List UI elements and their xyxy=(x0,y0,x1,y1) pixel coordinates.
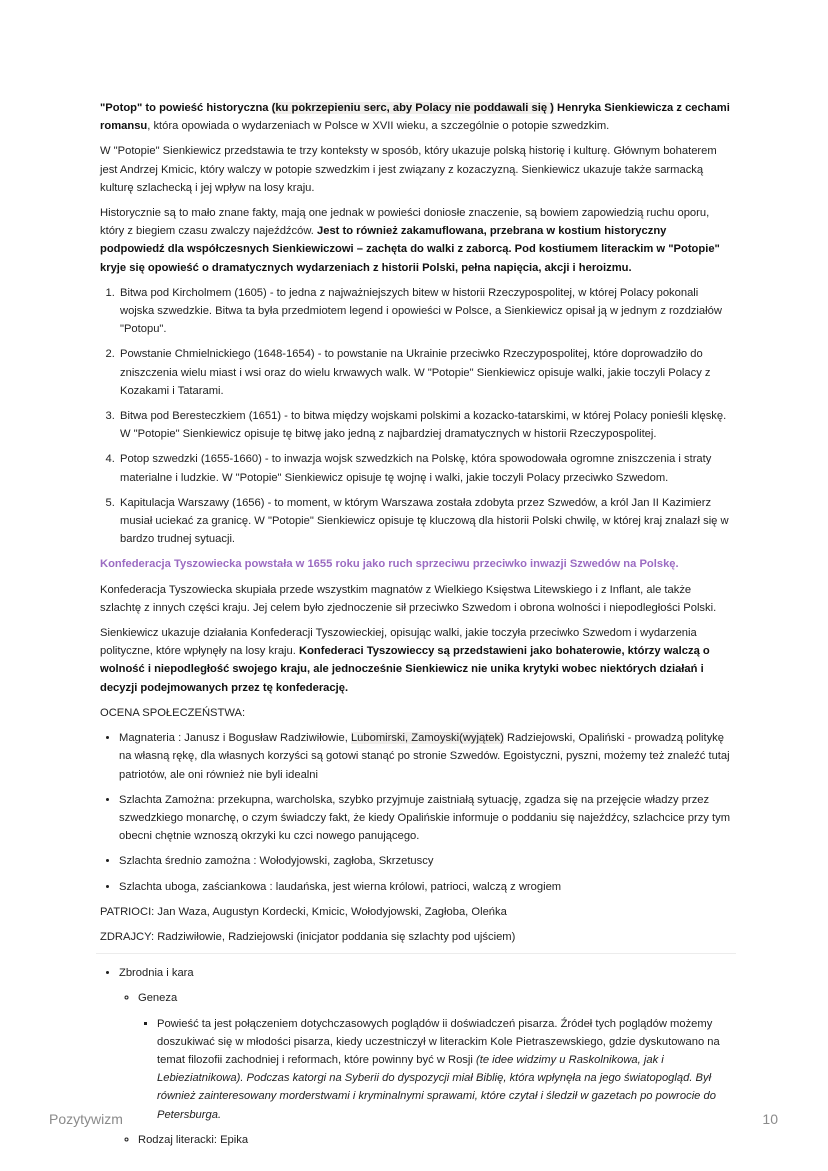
zbrodnia-item xyxy=(119,964,732,1149)
geneza-text: Powieść ta jest połączeniem dotychczasowych poglądów ii doświadczeń pisarza. Źródeł tych poglądów możemy doszukiwać się w młodości pisarza, kiedy uczestniczył w literackim Kole Pietraszewskiego, gdzie dyskutowano na temat filozofii zachodniej i reformach, które powinny być w Rosji xyxy=(157,1017,720,1066)
intro-paragraph-1 xyxy=(100,99,732,135)
intro-bold-title: "Potop" to powieść historyczna xyxy=(100,102,272,114)
historical-events-list xyxy=(100,284,732,549)
intro-p3-bold: Jest to również zakamuflowana, przebrana w kostium historyczny podpowiedź dla współczesnych Sienkiewiczowi – zachęta do walki z zaborcą. Pod kostiumem literackim w "Potopie" kryje się opowieść o dramatycznych wydarzeniach z historii Polski, pełna napięcia, akcji i heroizmu. xyxy=(100,225,720,274)
section-divider xyxy=(96,953,736,954)
event-item: 5. Kapitulacja Warszawy (1656) - to moment, w którym Warszawa została zdobyta przez Szwedów, a król Jan II Kazimierz musiał uciekać za granicę. W "Potopie" Sienkiewicz opisuje tę kluczową dla historii Polski chwilę, w której kraj znalazł się w bardzo trudnej sytuacji. xyxy=(118,494,732,549)
magnateria-highlight: Lubomirski, Zamoyski(wyjątek) xyxy=(350,732,504,745)
geneza-item xyxy=(138,989,732,1123)
ocena-label: OCENA SPOŁECZEŃSTWA: xyxy=(100,706,246,719)
zbrodnia-title: Zbrodnia i kara xyxy=(119,967,194,980)
ocena-item-magnateria xyxy=(119,729,732,784)
magnateria-text: Magnateria : Janusz i Bogusław Radziwiłowie, xyxy=(119,732,351,745)
zdrajcy-line: ZDRAJCY: Radziwiłowie, Radziejowski (inicjator poddania się szlachty pod ujściem) xyxy=(100,930,516,943)
geneza-title: Geneza xyxy=(138,992,178,1005)
intro-p3-text: Historycznie są to mało znane fakty, mają one jednak w powieści doniosłe znaczenie, są bowiem zapowiedzią ruchu oporu, który z biegiem czasu zwalczy najeźdźców. xyxy=(100,207,710,238)
intro-bold-author: Henryka Sienkiewicza z cechami romansu xyxy=(100,102,730,133)
konfederacja-heading: Konfederacja Tyszowiecka powstała w 1655 roku jako ruch sprzeciwu przeciwko inwazji Szwedów na Polskę. xyxy=(100,558,679,571)
zbrodnia-sublist xyxy=(119,989,732,1149)
ocena-list xyxy=(100,729,732,896)
geneza-italic-text: (te idee widzimy u Raskolnikowa, jak i Lebieziatnikowa). Podczas katorgi na Syberii do dyspozycji miał Biblię, która wpłynęła na jego światopogląd. Był również zainteresowany morderstwami i kryminalnymi sprawami, które czytał i śledził w gazetach po powrocie do Petersburga. xyxy=(157,1053,716,1121)
geneza-detail xyxy=(157,1015,732,1124)
zbrodnia-list xyxy=(100,964,732,1149)
ocena-item: • Szlachta Zamożna: przekupna, warcholska, szybko przyjmuje zaistniałą sytuację, zgadza się na przejęcie władzy przez szwedzkiego monarchę, o czym świadczy fakt, że kiedy Opalińskie informuje o poddaniu się najeźdźcy, szlachcice przy tym obecni chętnie wznoszą okrzyki ku czci nowego panującego. xyxy=(119,791,732,846)
event-item: 1. Bitwa pod Kircholmem (1605) - to jedna z najważniejszych bitew w historii Rzeczypospolitej, w której Polacy pokonali wojska szwedzkie. Bitwa ta była przedmiotem legend i opowieści w Polsce, a Sienkiewicz opisał ją w jednym z rozdziałów "Potopu". xyxy=(118,284,732,339)
event-item: 2. Powstanie Chmielnickiego (1648-1654) - to powstanie na Ukrainie przeciwko Rzeczypospolitej, które doprowadziło do zniszczenia wielu miast i wsi oraz do wielu krwawych walk. W "Potopie" Sienkiewicz opisuje walki, jakie toczyli Polacy z Kozakami i Tatarami. xyxy=(118,345,732,400)
intro-paragraph-3 xyxy=(100,204,732,277)
footer-section-name: Pozytywizm xyxy=(49,1111,123,1127)
konfederacja-paragraph-1: Konfederacja Tyszowiecka skupiała przede wszystkim magnatów z Wielkiego Księstwa Litewskiego i z Inflant, ale także szlachtę z innych części kraju. Jej celem było zjednoczenie sił przeciwko Szwedom i obrona wolności i niepodległości Polski. xyxy=(100,583,717,614)
event-item: 4. Potop szwedzki (1655-1660) - to inwazja wojsk szwedzkich na Polskę, która spowodowała ogromne zniszczenia i straty materialne i ludzkie. W "Potopie" Sienkiewicz opisuje tę wojnę i walki, jakie toczyli Polacy przeciwko Szwedom. xyxy=(118,450,732,486)
geneza-sublist xyxy=(138,1015,732,1124)
konfederacja-p2-text: Sienkiewicz ukazuje działania Konfederacji Tyszowieckiej, opisując walki, jakie toczyła przeciwko Szwedom i wydarzenia polityczne, które wpłynęły na losy kraju. xyxy=(100,627,697,658)
ocena-item: • Szlachta średnio zamożna : Wołodyjowski, zagłoba, Skrzetuscy xyxy=(119,852,732,870)
footer-page-number: 10 xyxy=(762,1111,778,1127)
event-item: 3. Bitwa pod Beresteczkiem (1651) - to bitwa między wojskami polskimi a kozacko-tatarskimi, w której Polacy ponieśli klęskę. W "Potopie" Sienkiewicz opisuje tę bitwę jako jedną z najbardziej dramatycznych w historii Rzeczypospolitej. xyxy=(118,407,732,443)
document-page xyxy=(100,99,732,1156)
rodzaj-item: ◦ Rodzaj literacki: Epika xyxy=(138,1131,732,1149)
magnateria-text-rest: Radziejowski, Opaliński - prowadzą politykę na własną rękę, dla własnych korzyści są gotowi stanąć po stronie Szwedów. Egoistyczni, pyszni, możemy też znaleźć tutaj patriotów, ale oni również nie byli idealni xyxy=(119,732,730,781)
konfederacja-paragraph-2 xyxy=(100,624,732,697)
konfederacja-p2-bold: Konfederaci Tyszowieccy są przedstawieni jako bohaterowie, którzy walczą o wolność i niepodległość swojego kraju, ale jednocześnie Sienkiewicz nie unika krytyki wobec niektórych działań i decyzji podejmowanych przez tę konfederację. xyxy=(100,645,710,694)
intro-paragraph-2: W "Potopie" Sienkiewicz przedstawia te trzy konteksty w sposób, który ukazuje polską historię i kulturę. Głównym bohaterem jest Andrzej Kmicic, który walczy w potopie szwedzkim i jest związany z kozaczyzną. Sienkiewicz ukazuje także sarmacką kulturę szlachecką i jej wpływ na losy kraju. xyxy=(100,145,717,194)
ocena-item: • Szlachta uboga, zaściankowa : laudańska, jest wierna królowi, patrioci, walczą z wrogiem xyxy=(119,878,732,896)
intro-text: , która opowiada o wydarzeniach w Polsce w XVII wieku, a szczególnie o potopie szwedzkim. xyxy=(147,120,610,133)
intro-highlight: (ku pokrzepieniu serc, aby Polacy nie poddawali się ) xyxy=(271,102,554,114)
patrioci-line: PATRIOCI: Jan Waza, Augustyn Kordecki, Kmicic, Wołodyjowski, Zagłoba, Oleńka xyxy=(100,905,507,918)
